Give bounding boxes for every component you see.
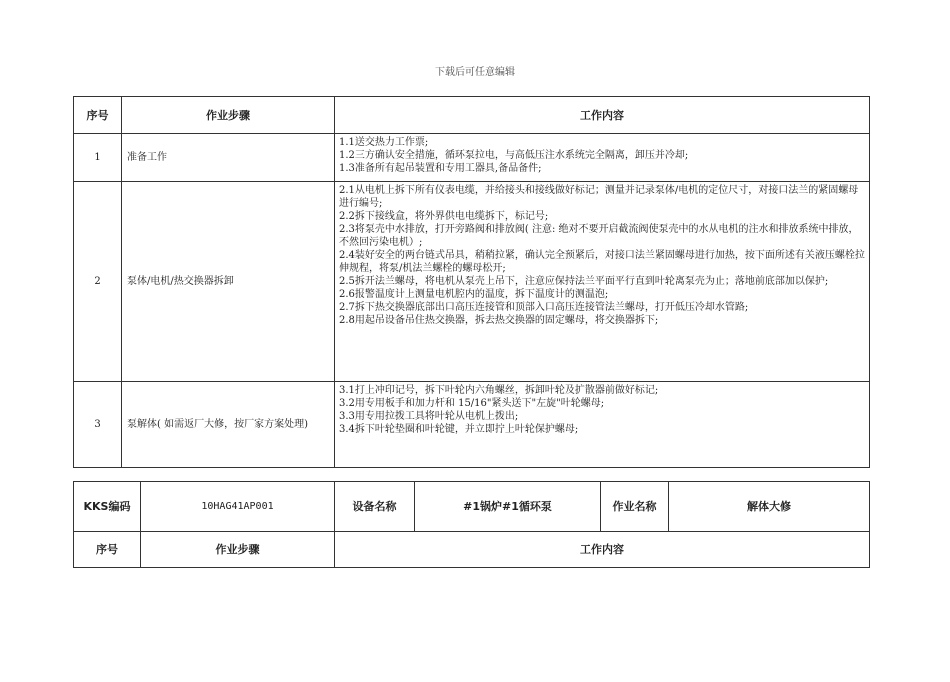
header-step: 作业步骤 [122, 97, 335, 134]
content-line: 3.1打上冲印记号，拆下叶轮内六角螺丝，拆卸叶轮及扩散器前做好标记; [339, 385, 659, 396]
table-header-row [74, 97, 870, 134]
content-line: 1.2三方确认安全措施，循环泵拉电，与高低压注水系统完全隔离，卸压并冷却; [339, 150, 689, 161]
equipment-info-table [73, 481, 870, 568]
row-content [335, 382, 870, 468]
content-line: 3.3用专用拉拨工具将叶轮从电机上拨出; [339, 411, 519, 422]
table-row [74, 382, 870, 468]
row-step: 泵体/电机/热交换器拆卸 [122, 182, 335, 382]
info-row [74, 482, 870, 532]
content-line: 1.3准备所有起吊装置和专用工器具,备品备件; [339, 163, 542, 174]
row-content [335, 134, 870, 182]
header-no: 序号 [74, 532, 141, 568]
row-no: 1 [74, 134, 122, 182]
task-label: 作业名称 [601, 482, 669, 532]
content-line: 2.1从电机上拆下所有仪表电缆，并给接头和接线做好标记；测量并记录泵体/电机的定位尺寸，对接口法兰的紧固螺母进行编号; [339, 185, 859, 209]
table-row [74, 134, 870, 182]
row-step: 准备工作 [122, 134, 335, 182]
content-line: 2.4装好安全的两台链式吊具，稍稍拉紧，确认完全预紧后，对接口法兰紧固螺母进行加热，按下面所述有关液压螺栓拉伸规程，将泵/机法兰螺栓的螺母松开; [339, 250, 865, 274]
content-line: 2.3将泵壳中水排放，打开旁路阀和排放阀( 注意: 绝对不要开启截流阀使泵壳中的水从电机的注水和排放系统中排放，不然回污染电机）; [339, 224, 859, 248]
row-step: 泵解体( 如需返厂大修，按厂家方案处理) [122, 382, 335, 468]
content-line: 2.6报警温度计上测量电机腔内的温度，拆下温度计的测温泡; [339, 289, 609, 300]
header-no: 序号 [74, 97, 122, 134]
header-content: 工作内容 [335, 97, 870, 134]
row-no: 2 [74, 182, 122, 382]
content-line: 1.1送交热力工作票; [339, 137, 429, 148]
task-value: 解体大修 [669, 482, 870, 532]
row-no: 3 [74, 382, 122, 468]
content-line: 3.2用专用板手和加力杆和 15/16"紧头送下"左旋"叶轮螺母; [339, 398, 605, 409]
kks-value: 10HAG41AP001 [141, 482, 335, 532]
equipment-label: 设备名称 [335, 482, 415, 532]
header-step: 作业步骤 [141, 532, 335, 568]
header-content: 工作内容 [335, 532, 870, 568]
content-line: 3.4拆下叶轮垫圈和叶轮键，并立即拧上叶轮保护螺母; [339, 424, 579, 435]
content-line: 2.7拆下热交换器底部出口高压连接管和顶部入口高压连接管法兰螺母，打开低压冷却水管路; [339, 302, 749, 313]
watermark-text: 下载后可任意编辑 [435, 67, 515, 78]
content-line: 2.8用起吊设备吊住热交换器，拆去热交换器的固定螺母，将交换器拆下; [339, 315, 659, 326]
work-steps-table [73, 96, 870, 468]
equipment-value: #1锅炉#1循环泵 [415, 482, 601, 532]
content-line: 2.2拆下接线盒，将外界供电电缆拆下，标记号; [339, 211, 549, 222]
kks-label: KKS编码 [74, 482, 141, 532]
info-header-row [74, 532, 870, 568]
content-line: 2.5拆开法兰螺母，将电机从泵壳上吊下，注意应保持法兰平面平行直到叶轮离泵壳为止；落地前底部加以保护; [339, 276, 829, 287]
table-row [74, 182, 870, 382]
row-content [335, 182, 870, 382]
